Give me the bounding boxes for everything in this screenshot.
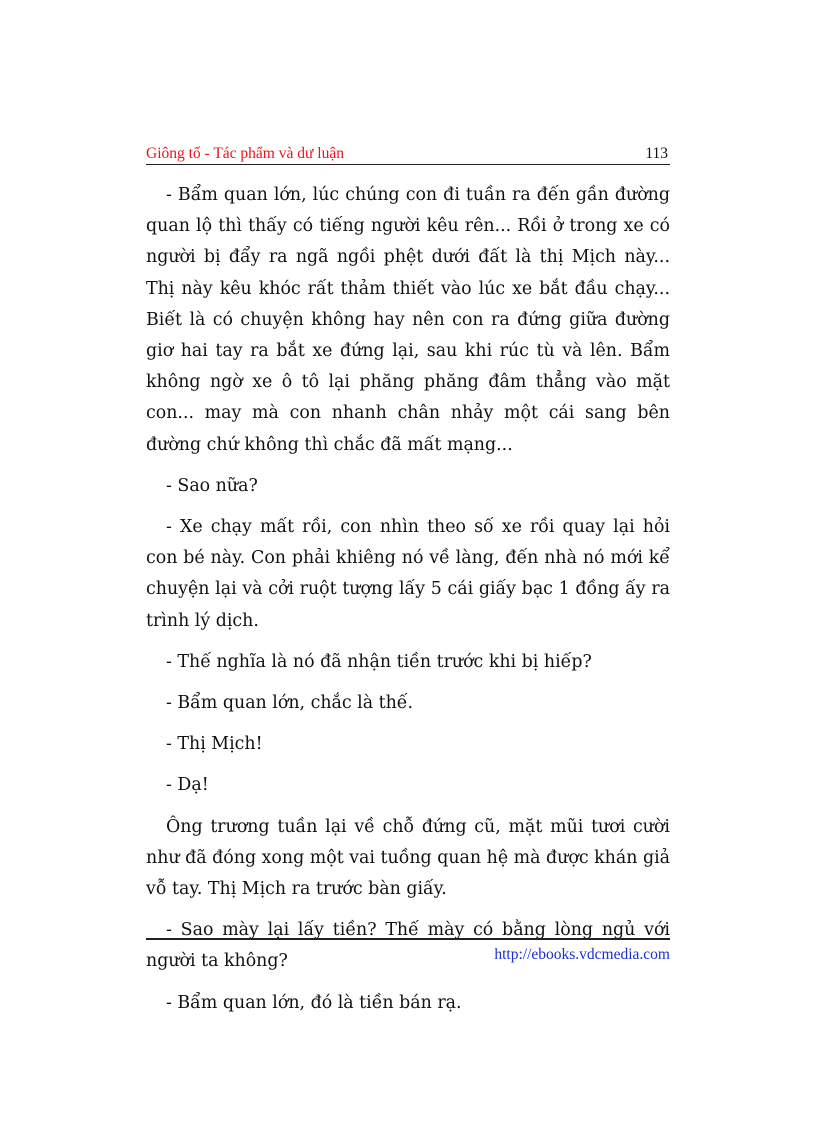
body-text: [146, 180, 670, 1029]
paragraph: - Xe chạy mất rồi, con nhìn theo số xe rồi quay lại hỏi con bé này. Con phải khiêng nó về làng, đến nhà nó mới kể chuyện lại và cởi ruột tượng lấy 5 cái giấy bạc 1 đồng ấy ra trình lý dịch.: [146, 517, 670, 631]
paragraph: - Sao mày lại lấy tiền? Thế mày có bằng lòng ngủ với người ta không?: [146, 920, 670, 972]
paragraph: - Thị Mịch!: [166, 734, 263, 755]
paragraph: - Sao nữa?: [166, 475, 258, 496]
paragraph: - Dạ!: [166, 775, 209, 796]
paragraph: - Thế nghĩa là nó đã nhận tiền trước khi bị hiếp?: [166, 651, 592, 672]
paragraph: - Bẩm quan lớn, đó là tiền bán rạ.: [166, 992, 462, 1013]
paragraph: Ông trương tuần lại về chỗ đứng cũ, mặt mũi tươi cười như đã đóng xong một vai tuồng quan hệ mà được khán giả vỗ tay. Thị Mịch ra trước bàn giấy.: [146, 816, 671, 900]
paragraph: - Bẩm quan lớn, lúc chúng con đi tuần ra đến gần đường quan lộ thì thấy có tiếng người kêu rên... Rồi ở trong xe có người bị đẩy ra ngã ngồi phệt dưới đất là thị Mịch này... Thị này kêu khóc rất thảm thiết vào lúc xe bắt đầu chạy... Biết là có chuyện không hay nên con ra đứng giữa đường giơ hai tay ra bắt xe đứng lại, sau khi rúc tù và lên. Bẩm không ngờ xe ô tô lại phăng phăng đâm thẳng vào mặt con... may mà con nhanh chân nhảy một cái sang bên đường chứ không thì chắc đã mất mạng...: [146, 185, 670, 455]
page-header: [146, 144, 670, 165]
page-number: 113: [645, 145, 668, 162]
footer-divider: [146, 938, 670, 940]
book-title: Giông tố - Tác phẩm và dư luận: [146, 145, 344, 162]
footer-website-link[interactable]: http://ebooks.vdcmedia.com: [494, 946, 670, 963]
paragraph: - Bẩm quan lớn, chắc là thế.: [166, 693, 414, 714]
